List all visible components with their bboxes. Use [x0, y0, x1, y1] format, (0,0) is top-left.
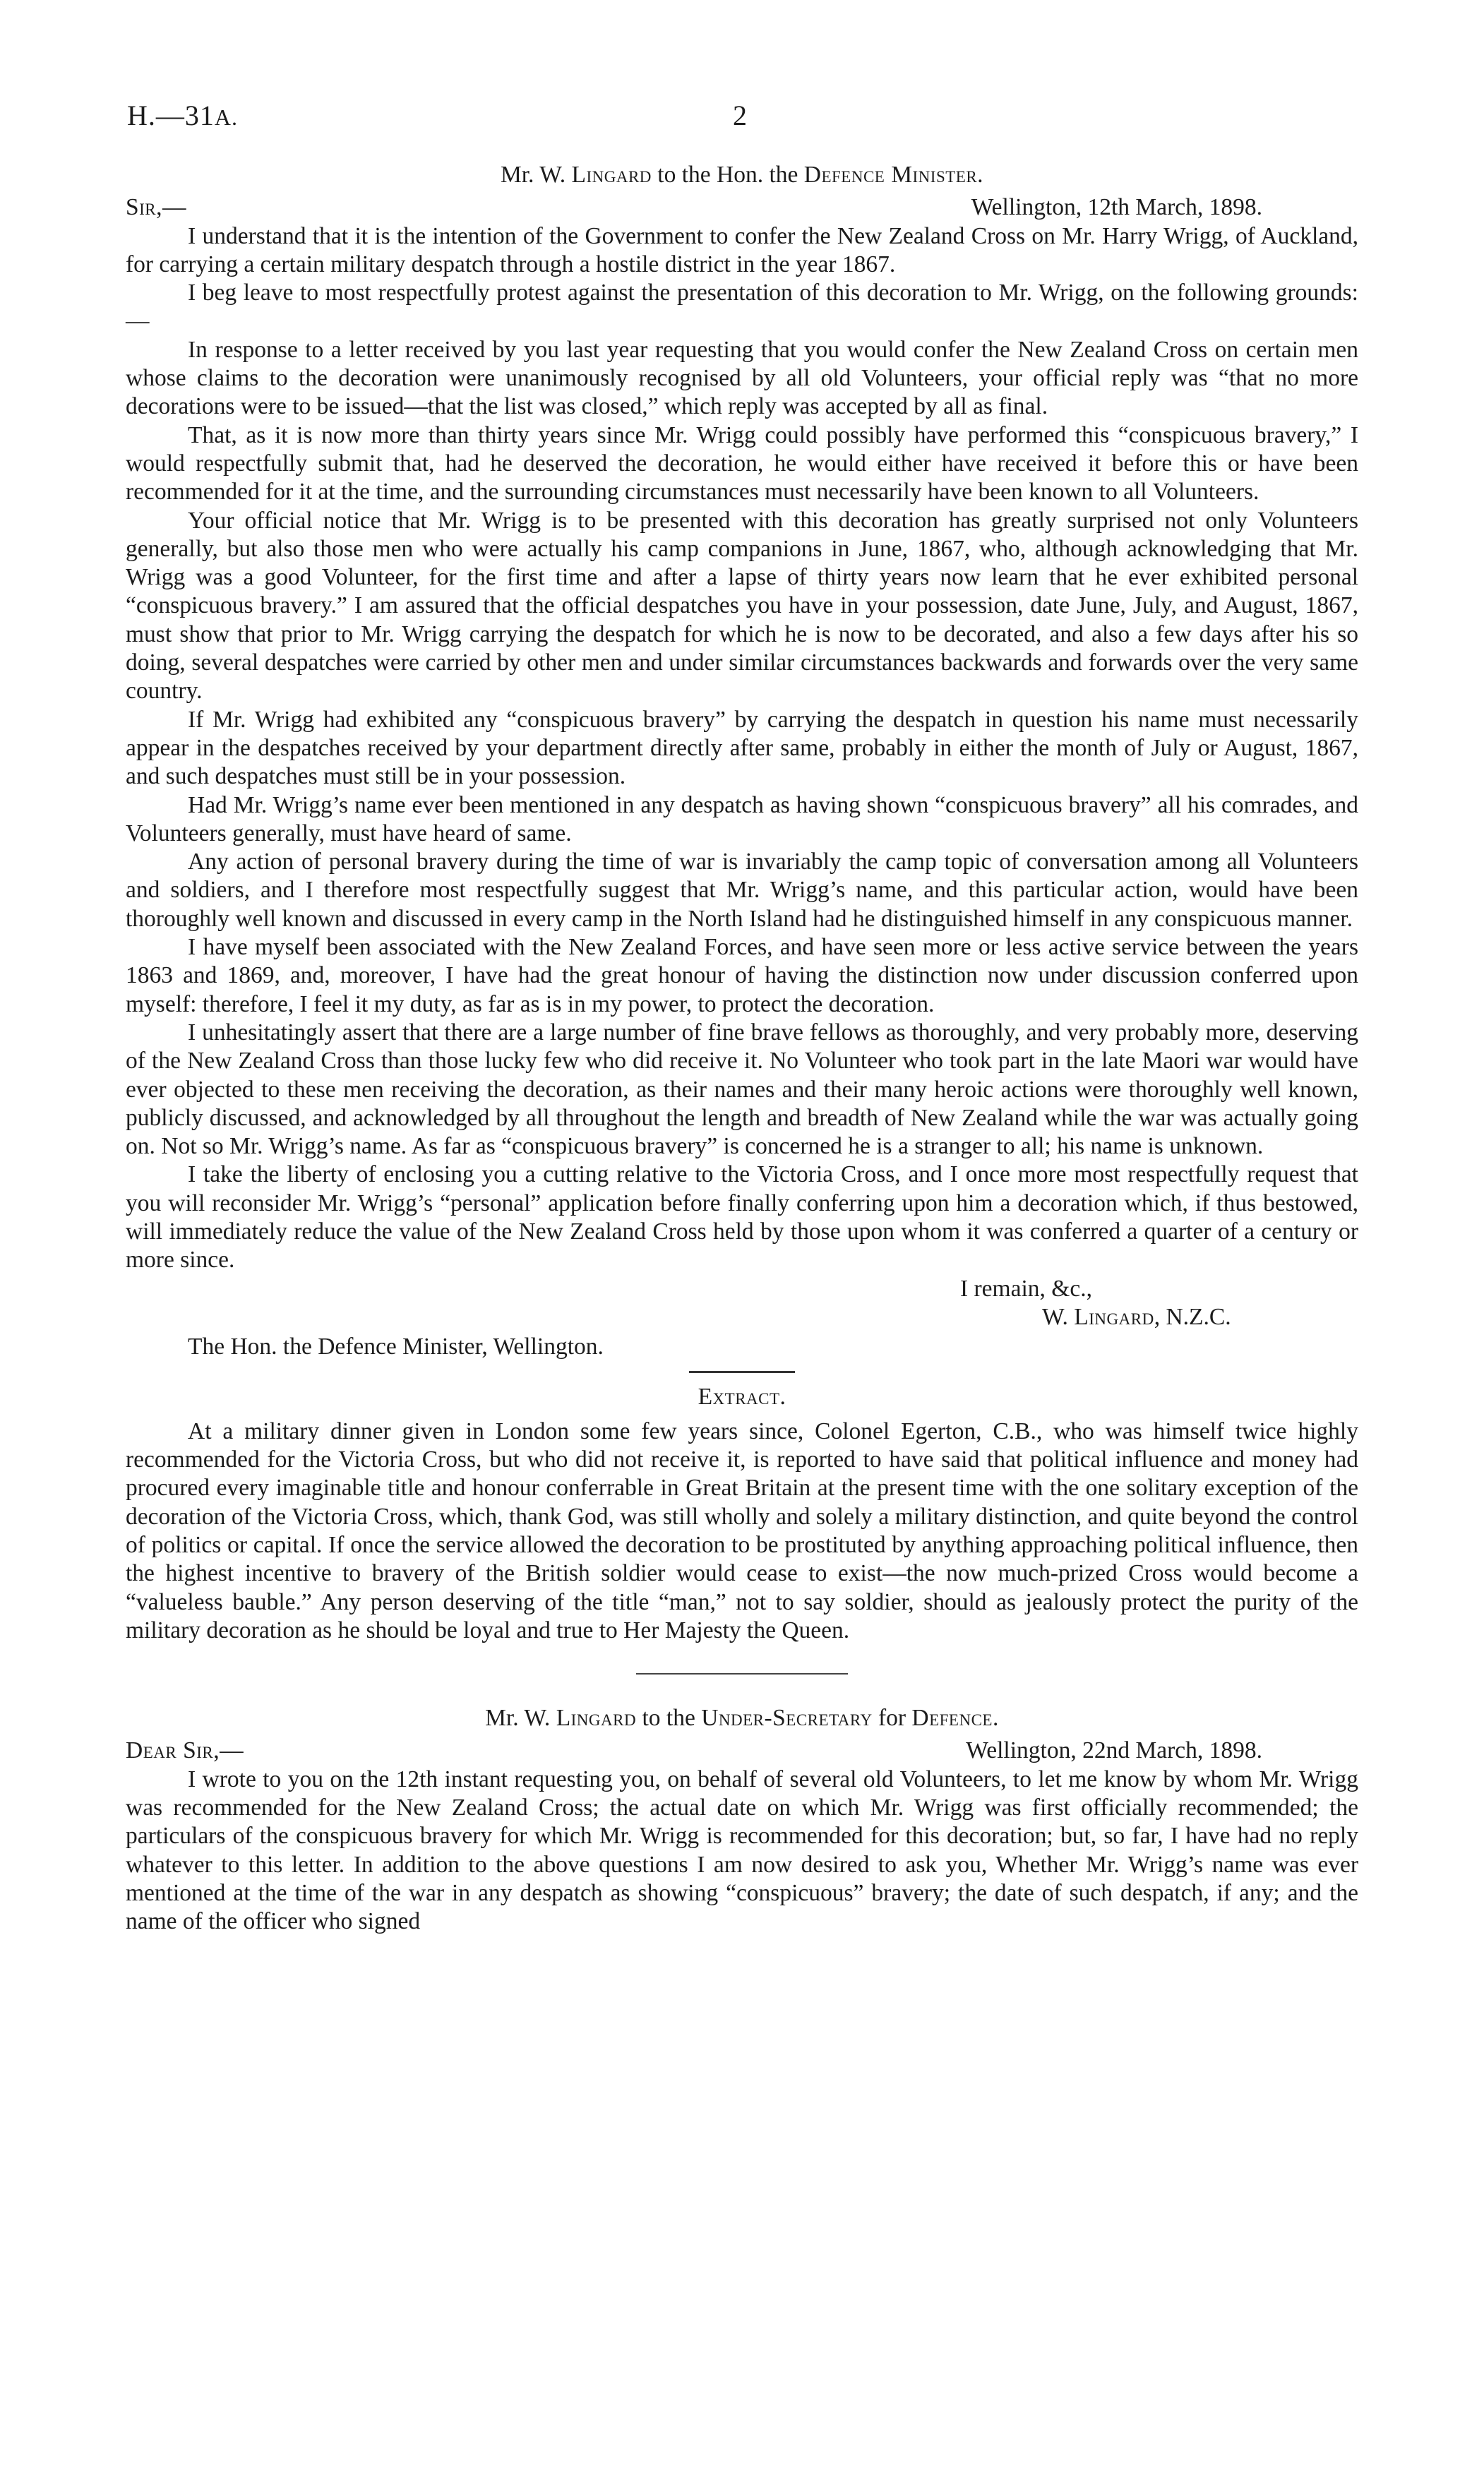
document-reference [127, 99, 238, 132]
page-number: 2 [733, 100, 747, 131]
section-divider [689, 1371, 795, 1373]
letter2-date: Wellington, 22nd March, 1898. [966, 1737, 1262, 1764]
extract-paragraph: At a military dinner given in London some few years since, Colonel Egerton, C.B., who was himself twice highly recommended for the Victoria Cross, but who did not receive it, is reported to have said that political influence and money had procured every imaginable title and honour conferrable in Great Britain at the present time with the one solitary exception of the decoration of the Victoria Cross, which, thank God, was still wholly and solely a military distinction, and quite beyond the control of politics or capital. If once the service allowed the decoration to be prostituted by anything approaching political influence, then the highest incentive to bravery of the British soldier would cease to exist—the now much-prized Cross would become a “valueless bauble.” Any person deserving of the title “man,” not to say soldier, should as jealously protect the purity of the military decoration as he should be loyal and true to Her Majesty the Queen. [126, 1418, 1358, 1643]
letter1-addressee: The Hon. the Defence Minister, Wellington. [188, 1334, 604, 1360]
letter1-paragraph: Your official notice that Mr. Wrigg is to be presented with this decoration has greatly surprised not only Volunteers generally, but also those men who were actually his camp companions in June, 1867, who, although acknowledging that Mr. Wrigg was a good Volunteer, for the first time and after a lapse of thirty years now learn that he ever exhibited personal “conspicuous bravery.” I am assured that the official despatches you have in your possession, date June, July, and August, 1867, must show that prior to Mr. Wrigg carrying the despatch for which he is now to be decorated, and also a few days after his so doing, several despatches were carried by other men and under similar circumstances backwards and forwards over the very same country. [126, 507, 1358, 705]
extract-heading: Extract. [698, 1384, 786, 1410]
letter1-paragraph: I unhesitatingly assert that there are a large number of fine brave fellows as thoroughly, and very probably more, deserving of the New Zealand Cross than those lucky few who did receive it. No Volunteer who took part in the late Maori war would have ever objected to these men receiving the decoration, as their names and their many heroic actions were thoroughly well known, publicly discussed, and acknowledged by all throughout the length and breadth of New Zealand while the war was actually going on. Not so Mr. Wrigg’s name. As far as “conspicuous bravery” is concerned he is a stranger to all; his name is unknown. [126, 1019, 1358, 1160]
letter1-paragraph: I have myself been associated with the New Zealand Forces, and have seen more or less active service between the years 1863 and 1869, and, moreover, I have had the great honour of having the distinction now under discussion conferred upon myself: therefore, I feel it my duty, as far as is in my power, to protect the decoration. [126, 934, 1358, 1017]
letter1-title: Mr. W. Lingard to the Hon. the Defence Minister. [500, 162, 984, 188]
letter2-salutation: Dear Sir,— [126, 1737, 244, 1764]
document-body [126, 161, 1358, 1936]
letter1-paragraph: I take the liberty of enclosing you a cutting relative to the Victoria Cross, and I once more most respectfully request that you will reconsider Mr. Wrigg’s “personal” application before finally conferring upon him a decoration which, if thus bestowed, will immediately reduce the value of the New Zealand Cross held by those upon whom it was conferred a quarter of a century or more since. [126, 1161, 1358, 1274]
letter2-title: Mr. W. Lingard to the Under-Secretary for Defence. [485, 1705, 999, 1732]
section-divider [636, 1673, 848, 1675]
letter1-salutation: Sir,— [126, 194, 187, 221]
letter1-paragraph: I understand that it is the intention of the Government to confer the New Zealand Cross on Mr. Harry Wrigg, of Auckland, for carrying a certain military despatch through a hostile district in the year 1867. [126, 222, 1358, 277]
letter1-paragraph: Had Mr. Wrigg’s name ever been mentioned in any despatch as having shown “conspicuous bravery” all his comrades, and Volunteers generally, must have heard of same. [126, 791, 1358, 846]
letter1-paragraph: If Mr. Wrigg had exhibited any “conspicuous bravery” by carrying the despatch in question his name must necessarily appear in the despatches received by your department directly after same, probably in either the month of July or August, 1867, and such despatches must still be in your possession. [126, 706, 1358, 790]
letter2-salutation-row [126, 1737, 1358, 1765]
letter1-paragraph: That, as it is now more than thirty years since Mr. Wrigg could possibly have performed this “conspicuous bravery,” I would respectfully submit that, had he deserved the decoration, he would either have received it before this or have been recommended for it at the time, and the surrounding circumstances must necessarily have been known to all Volunteers. [126, 421, 1358, 505]
reference-suffix: A. [214, 104, 238, 130]
letter1-salutation-row [126, 193, 1358, 222]
letter1-paragraph: I beg leave to most respectfully protest against the presentation of this decoration to Mr. Wrigg, on the following grounds:— [126, 280, 1358, 335]
letter1-signature: W. Lingard, N.Z.C. [1042, 1303, 1231, 1330]
letter1-paragraph: Any action of personal bravery during the time of war is invariably the camp topic of conversation among all Volunteers and soldiers, and I therefore most respectfully suggest that Mr. Wrigg’s name, and this particular action, would have been thoroughly well known and discussed in every camp in the North Island had he distinguished himself in any conspicuous manner. [126, 849, 1358, 932]
reference-main: H.—31 [127, 100, 215, 131]
letter1-paragraph: In response to a letter received by you last year requesting that you would confer the New Zealand Cross on certain men whose claims to the decoration were unanimously recognised by all old Volunteers, your official reply was “that no more decorations were to be issued—that the list was closed,” which reply was accepted by all as final. [126, 336, 1358, 420]
letter1-closing: I remain, &c., [960, 1275, 1092, 1302]
letter2-paragraph: I wrote to you on the 12th instant requesting you, on behalf of several old Volunteers, to let me know by whom Mr. Wrigg was recommended for the New Zealand Cross; the actual date on which Mr. Wrigg was first officially recommended; the particulars of the conspicuous bravery for which Mr. Wrigg is recommended for this decoration; but, so far, I have had no reply whatever to this letter. In addition to the above questions I am now desired to ask you, Whether Mr. Wrigg’s name was ever mentioned at the time of the war in any despatch as showing “conspicuous” bravery; the date of such despatch, if any; and the name of the officer who signed [126, 1766, 1358, 1935]
letter1-date: Wellington, 12th March, 1898. [971, 194, 1262, 221]
